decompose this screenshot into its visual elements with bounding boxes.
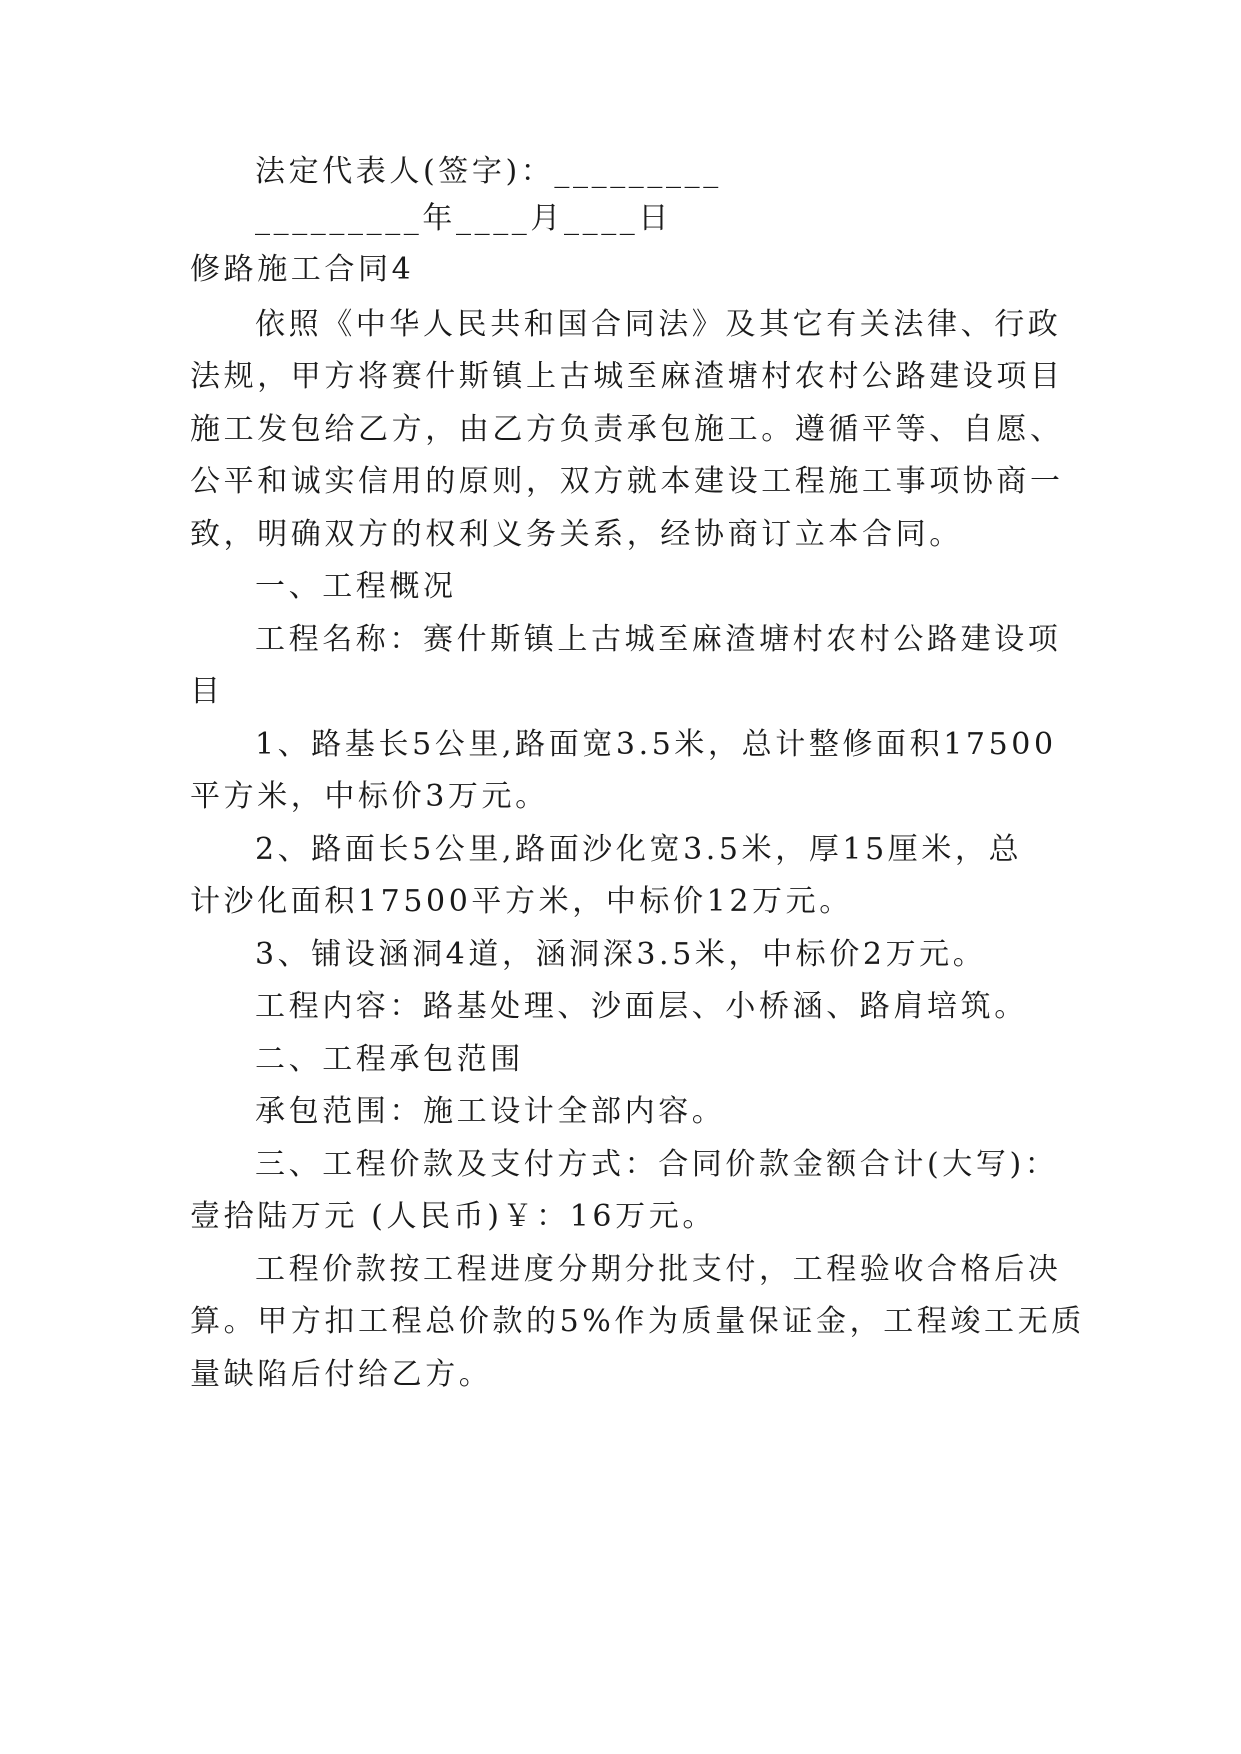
paragraph-line: 致，明确双方的权利义务关系，经协商订立本合同。: [190, 517, 963, 552]
list-item-continuation: 计沙化面积17500平方米，中标价12万元。: [190, 884, 853, 919]
paragraph-line: 施工发包给乙方，由乙方负责承包施工。遵循平等、自愿、: [190, 412, 1064, 447]
heading-project-overview: 一、工程概况: [255, 569, 457, 604]
signature-line: 法定代表人(签字)：_________: [255, 154, 722, 189]
list-item: 3、铺设涵洞4道，涵洞深3.5米，中标价2万元。: [255, 937, 987, 972]
list-item: 1、路基长5公里,路面宽3.5米，总计整修面积17500: [255, 727, 1057, 762]
paragraph-line: 依照《中华人民共和国合同法》及其它有关法律、行政: [255, 307, 1062, 342]
heading-payment: 三、工程价款及支付方式：合同价款金额合计(大写)：: [255, 1147, 1059, 1182]
paragraph-line: 量缺陷后付给乙方。: [190, 1357, 493, 1392]
paragraph-line: 工程名称：赛什斯镇上古城至麻渣塘村农村公路建设项: [255, 622, 1062, 657]
paragraph-line: 工程价款按工程进度分期分批支付，工程验收合格后决: [255, 1252, 1062, 1287]
paragraph-line: 法规，甲方将赛什斯镇上古城至麻渣塘村农村公路建设项目: [190, 359, 1064, 394]
paragraph-line: 壹拾陆万元 (人民币)￥：16万元。: [190, 1199, 716, 1234]
paragraph-line: 公平和诚实信用的原则，双方就本建设工程施工事项协商一: [190, 464, 1064, 499]
paragraph-line: 算。甲方扣工程总价款的5%作为质量保证金，工程竣工无质: [190, 1304, 1085, 1339]
paragraph-line: 工程内容：路基处理、沙面层、小桥涵、路肩培筑。: [255, 989, 1028, 1024]
paragraph-line: 目: [190, 674, 224, 709]
paragraph-line: 承包范围：施工设计全部内容。: [255, 1094, 726, 1129]
list-item: 2、路面长5公里,路面沙化宽3.5米，厚15厘米，总: [255, 832, 1023, 867]
section-title: 修路施工合同4: [190, 252, 415, 287]
list-item-continuation: 平方米，中标价3万元。: [190, 779, 549, 814]
heading-contract-scope: 二、工程承包范围: [255, 1042, 524, 1077]
date-line: _________年____月____日: [255, 201, 672, 236]
